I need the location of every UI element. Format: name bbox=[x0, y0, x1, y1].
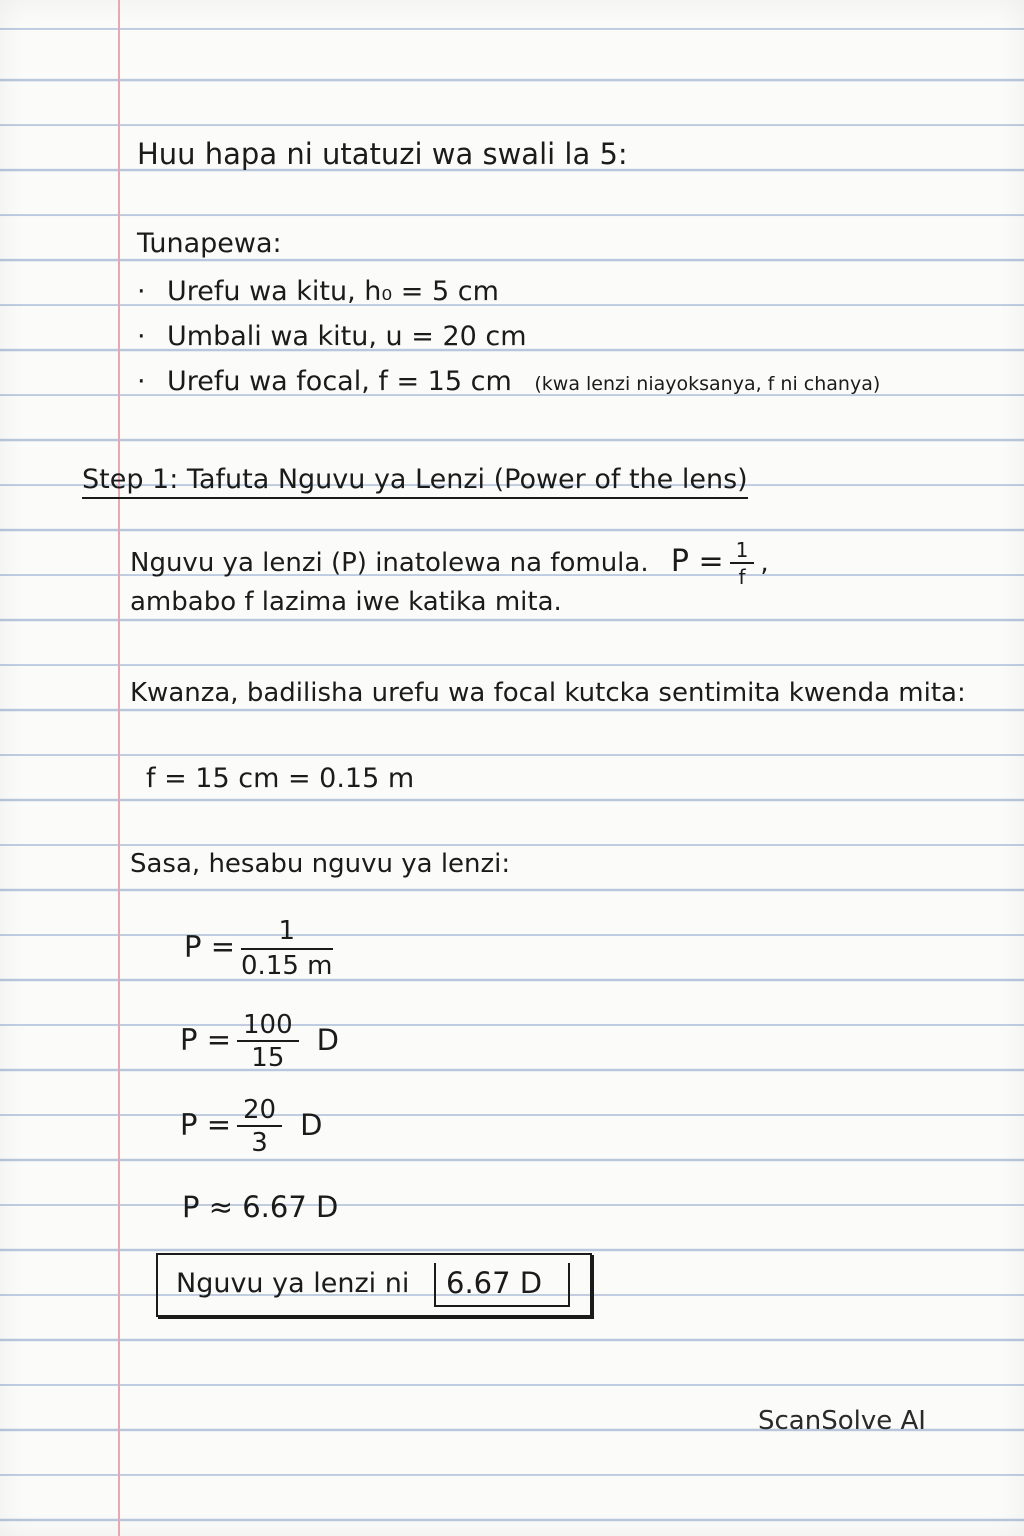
equation-4: P ≈ 6.67 D bbox=[182, 1190, 339, 1224]
given-item-object-distance: · Umbali wa kitu, u = 20 cm bbox=[137, 321, 527, 352]
meters-note: ambabo f lazima iwe katika mita. bbox=[130, 587, 562, 617]
fraction-1: $\frac{1}{0.15 m}$ bbox=[241, 916, 333, 981]
brand-label: ScanSolve AI bbox=[758, 1406, 926, 1436]
bullet-icon: · bbox=[137, 366, 146, 397]
formula-fraction: $\frac{1}{f}$ bbox=[730, 540, 755, 587]
equation-3: P = $\frac{20}{3}$ D bbox=[180, 1095, 323, 1158]
fraction-2: $\frac{100}{15}$ bbox=[237, 1012, 299, 1071]
answer-value-box bbox=[434, 1263, 570, 1307]
given-item-object-height: · Urefu wa kitu, h₀ = 5 cm bbox=[137, 276, 499, 307]
margin-line bbox=[118, 0, 120, 1536]
answer-box bbox=[156, 1253, 592, 1317]
given-label: Tunapewa: bbox=[137, 228, 282, 259]
equation-1: P = $\frac{1}{0.15 m}$ bbox=[184, 916, 333, 981]
convert-text: Kwanza, badilisha urefu wa focal kutcka sentimita kwenda mita: bbox=[130, 678, 966, 708]
answer-value: 6.67 D bbox=[446, 1266, 543, 1300]
intro-line: Huu hapa ni utatuzi wa swali la 5: bbox=[137, 137, 628, 171]
bullet-icon: · bbox=[137, 321, 146, 352]
given-note: (kwa lenzi niayoksanya, f ni chanya) bbox=[534, 373, 881, 395]
step1-heading: Step 1: Tafuta Nguvu ya Lenzi (Power of the lens) bbox=[82, 466, 748, 499]
given-item-focal-length: · Urefu wa focal, f = 15 cm (kwa lenzi niayoksanya, f ni chanya) bbox=[137, 366, 881, 397]
convert-equation: f = 15 cm = 0.15 m bbox=[146, 763, 415, 794]
compute-text: Sasa, hesabu nguvu ya lenzi: bbox=[130, 849, 511, 879]
answer-label: Nguvu ya lenzi ni bbox=[176, 1268, 410, 1299]
equation-2: P = $\frac{100}{15}$ D bbox=[180, 1010, 339, 1073]
fraction-3: $\frac{20}{3}$ bbox=[237, 1097, 282, 1156]
bullet-icon: · bbox=[137, 276, 146, 307]
power-formula-line: Nguvu ya lenzi (P) inatolewa na fomula. P = $\frac{1}{f}$ , bbox=[130, 538, 769, 589]
